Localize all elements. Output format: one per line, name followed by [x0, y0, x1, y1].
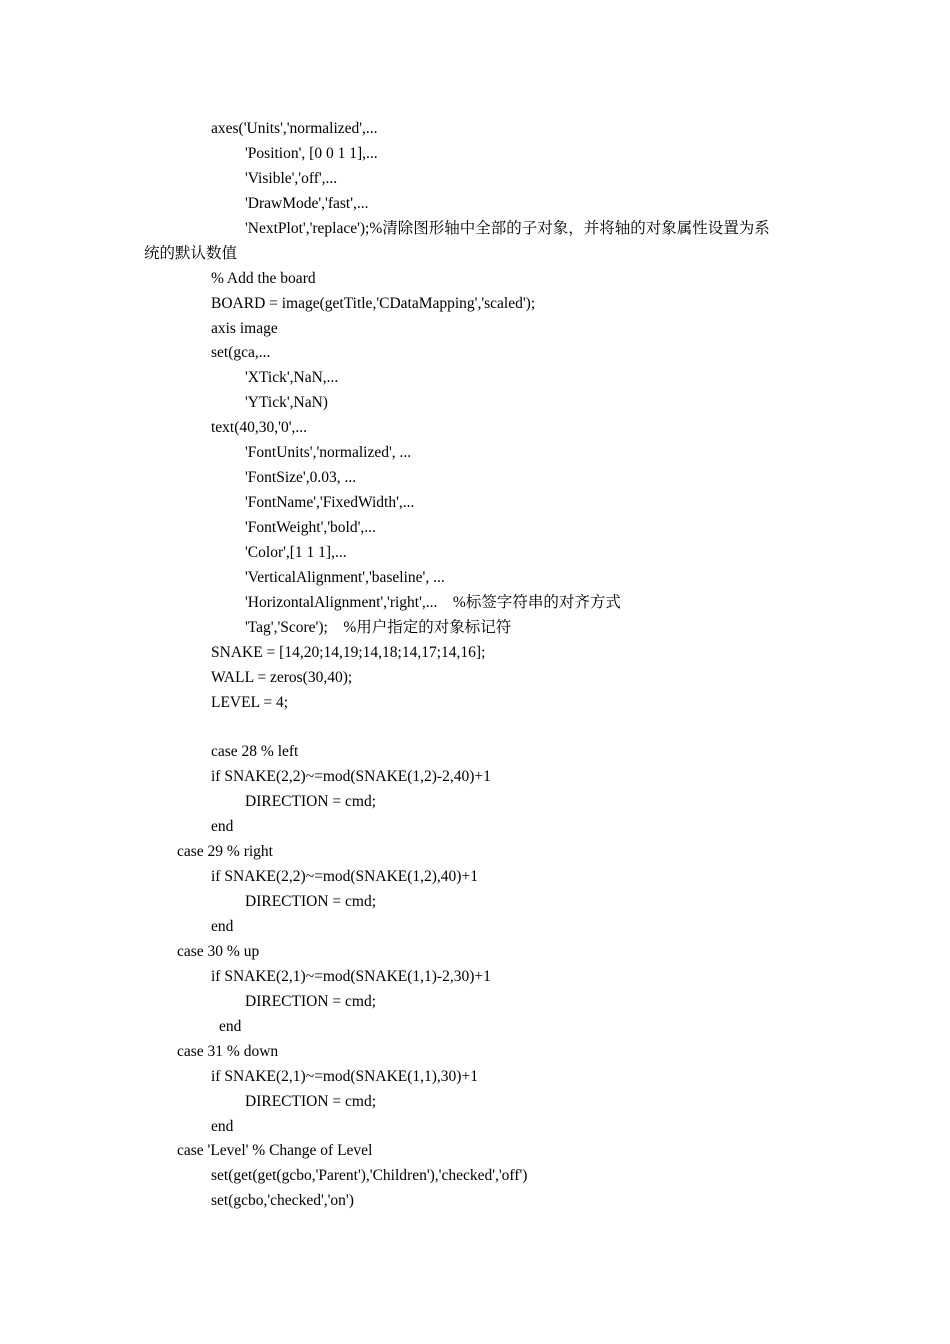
code-line: if SNAKE(2,1)~=mod(SNAKE(1,1),30)+1 [211, 1067, 478, 1085]
code-line: axis image [211, 319, 278, 337]
code-line: LEVEL = 4; [211, 693, 289, 711]
code-line: case 31 % down [177, 1042, 279, 1060]
code-line: case 'Level' % Change of Level [177, 1142, 373, 1160]
code-line: 'FontSize',0.03, ... [245, 469, 357, 487]
code-line: 'XTick',NaN,... [245, 369, 339, 387]
code-line: case 28 % left [211, 743, 299, 761]
code-line: end [219, 1017, 242, 1035]
code-listing [0, 117, 950, 1214]
code-line: WALL = zeros(30,40); [211, 668, 353, 686]
code-line: BOARD = image(getTitle,'CDataMapping','scaled'); [211, 294, 536, 312]
code-line: SNAKE = [14,20;14,19;14,18;14,17;14,16]; [211, 643, 486, 661]
code-line: 'DrawMode','fast',... [245, 194, 369, 212]
code-line: 'YTick',NaN) [245, 394, 328, 412]
code-line: 统的默认数值 [144, 244, 238, 262]
code-line: axes('Units','normalized',... [211, 120, 378, 137]
code-line: case 29 % right [177, 843, 273, 861]
code-line: 'FontName','FixedWidth',... [245, 494, 415, 512]
code-line: set(gca,... [211, 344, 271, 362]
code-line: 'Position', [0 0 1 1],... [245, 144, 378, 162]
code-line: 'Tag','Score'); %用户指定的对象标记符 [245, 618, 512, 636]
code-line: 'FontUnits','normalized', ... [245, 444, 412, 462]
code-line: DIRECTION = cmd; [245, 793, 377, 811]
code-line: if SNAKE(2,1)~=mod(SNAKE(1,1)-2,30)+1 [211, 967, 491, 985]
code-line: set(gcbo,'checked','on') [211, 1192, 354, 1210]
blank-line [0, 716, 950, 741]
code-line: end [211, 818, 234, 836]
code-line: set(get(get(gcbo,'Parent'),'Children'),'checked','off') [211, 1167, 528, 1185]
code-line: DIRECTION = cmd; [245, 992, 377, 1010]
code-line: 'HorizontalAlignment','right',... %标签字符串的对齐方式 [245, 593, 621, 611]
code-line: text(40,30,'0',... [211, 419, 307, 437]
code-line: end [211, 1117, 234, 1135]
code-line: DIRECTION = cmd; [245, 1092, 377, 1110]
code-line: DIRECTION = cmd; [245, 893, 377, 911]
code-line: end [211, 918, 234, 935]
code-line: 'VerticalAlignment','baseline', ... [245, 568, 445, 586]
code-line: % Add the board [211, 269, 316, 287]
code-line: 'Visible','off',... [245, 169, 338, 187]
code-line: 'NextPlot','replace');%清除图形轴中全部的子对象，并将轴的对象属性设置为系 [245, 219, 770, 237]
code-line: case 30 % up [177, 942, 260, 960]
code-line: 'Color',[1 1 1],... [245, 543, 347, 561]
code-line: 'FontWeight','bold',... [245, 519, 376, 536]
code-line: if SNAKE(2,2)~=mod(SNAKE(1,2)-2,40)+1 [211, 768, 491, 786]
code-line: if SNAKE(2,2)~=mod(SNAKE(1,2),40)+1 [211, 868, 478, 886]
